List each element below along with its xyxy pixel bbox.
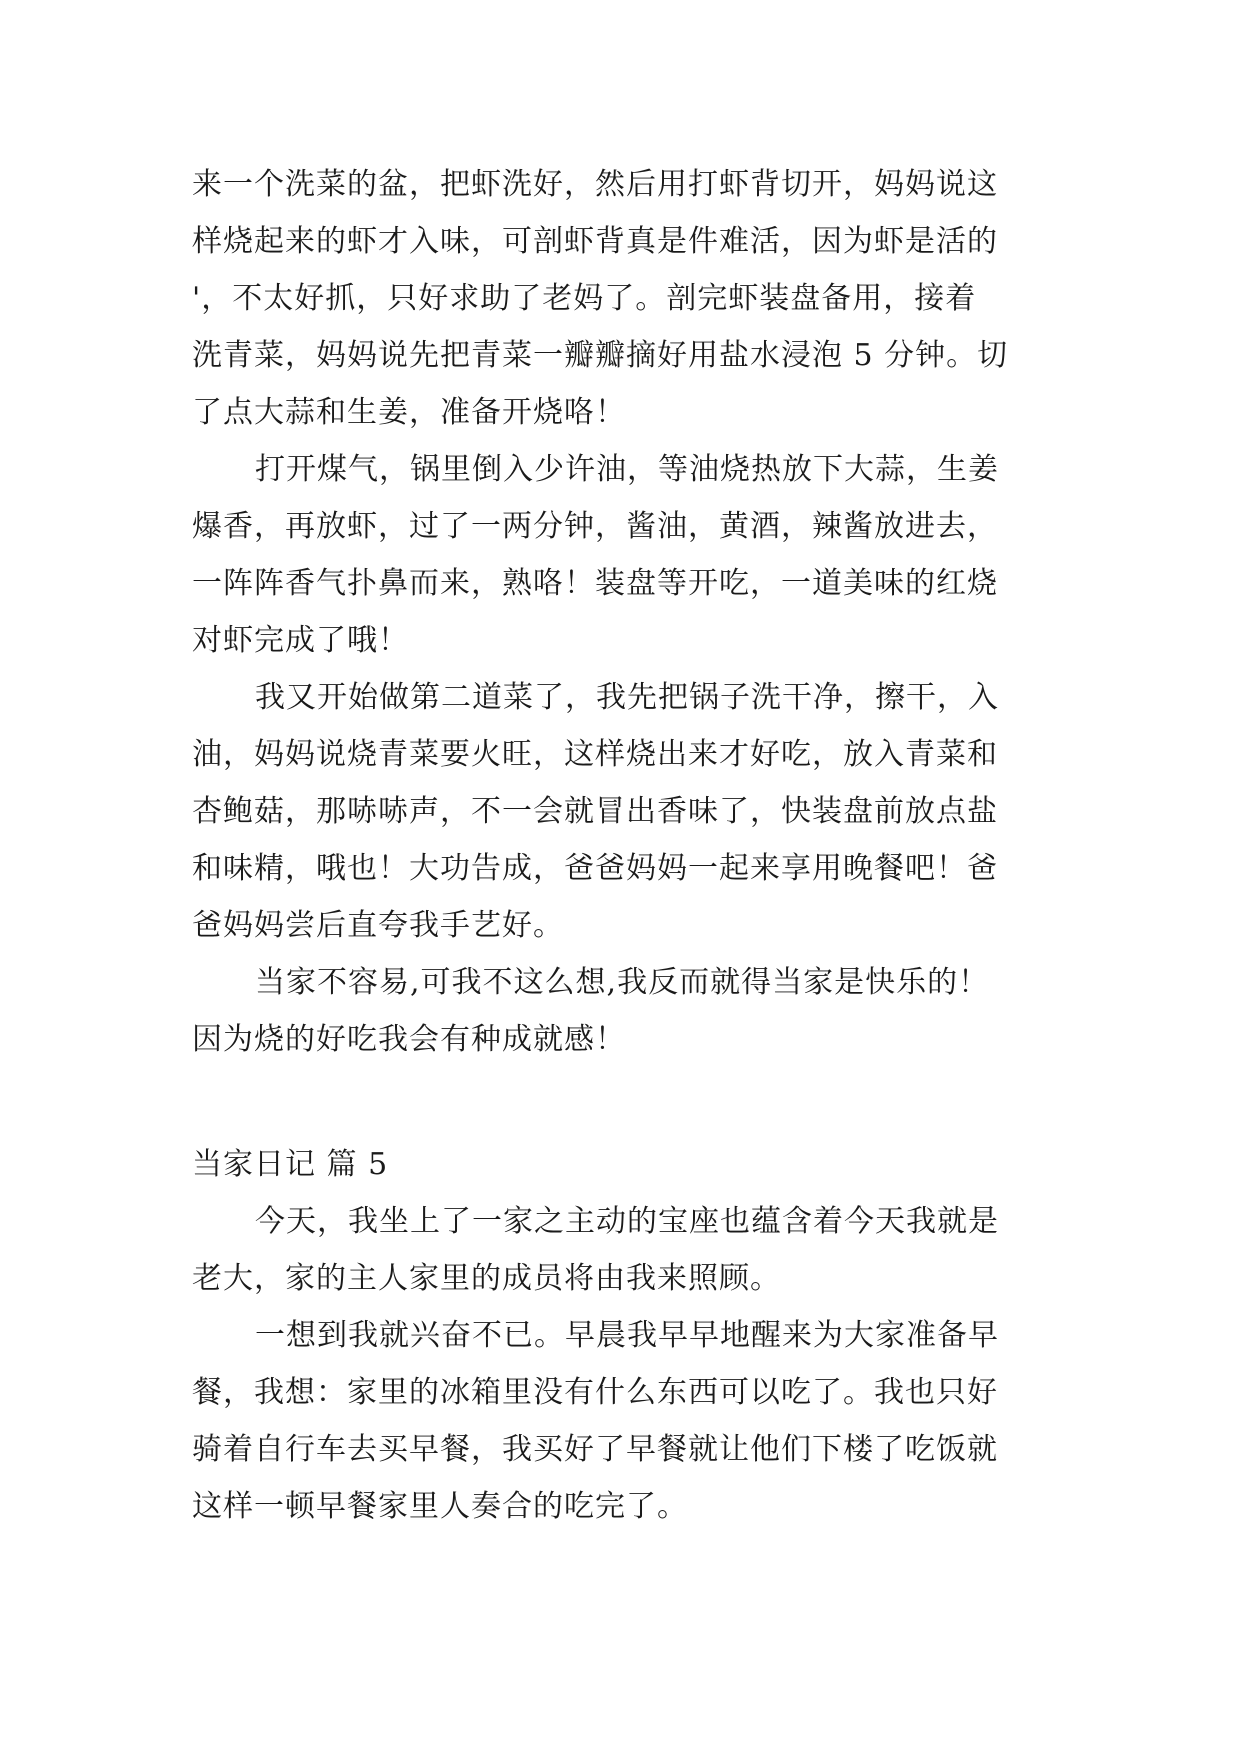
text-line: 杏鲍菇，那哧哧声，不一会就冒出香味了，快装盘前放点盐 bbox=[192, 794, 998, 829]
text-line: 爆香，再放虾，过了一两分钟，酱油，黄酒，辣酱放进去， bbox=[192, 509, 998, 544]
text-line: 餐，我想：家里的冰箱里没有什么东西可以吃了。我也只好 bbox=[192, 1375, 998, 1410]
text-line: 对虾完成了哦！ bbox=[192, 623, 409, 658]
text-line: 样烧起来的虾才入味，可剖虾背真是件难活，因为虾是活的 bbox=[192, 224, 998, 259]
text-line: 来一个洗菜的盆，把虾洗好，然后用打虾背切开，妈妈说这 bbox=[192, 167, 998, 202]
text-line: 一阵阵香气扑鼻而来，熟咯！装盘等开吃，一道美味的红烧 bbox=[192, 566, 998, 601]
text-line: 打开煤气，锅里倒入少许油，等油烧热放下大蒜，生姜 bbox=[255, 452, 999, 487]
text-line: 这样一顿早餐家里人奏合的吃完了。 bbox=[192, 1489, 688, 1524]
text-line: 了点大蒜和生姜，准备开烧咯！ bbox=[192, 395, 626, 430]
text-line: 爸妈妈尝后直夸我手艺好。 bbox=[192, 908, 564, 943]
text-line: 老大，家的主人家里的成员将由我来照顾。 bbox=[192, 1261, 781, 1296]
text-line: 骑着自行车去买早餐，我买好了早餐就让他们下楼了吃饭就 bbox=[192, 1432, 998, 1467]
text-line: 和味精，哦也！大功告成，爸爸妈妈一起来享用晚餐吧！爸 bbox=[192, 851, 998, 886]
text-line: 洗青菜，妈妈说先把青菜一瓣瓣摘好用盐水浸泡 5 分钟。切 bbox=[192, 338, 1009, 373]
text-line: 油，妈妈说烧青菜要火旺，这样烧出来才好吃，放入青菜和 bbox=[192, 737, 998, 772]
text-line: 当家不容易,可我不这么想,我反而就得当家是快乐的！ bbox=[255, 965, 990, 1000]
section-title: 当家日记 篇 5 bbox=[192, 1147, 389, 1182]
text-line: 我又开始做第二道菜了，我先把锅子洗干净，擦干，入 bbox=[255, 680, 999, 715]
text-line: 一想到我就兴奋不已。早晨我早早地醒来为大家准备早 bbox=[255, 1318, 999, 1353]
text-line: 因为烧的好吃我会有种成就感！ bbox=[192, 1022, 626, 1057]
text-line: 今天，我坐上了一家之主动的宝座也蕴含着今天我就是 bbox=[255, 1204, 999, 1239]
text-line: '，不太好抓，只好求助了老妈了。剖完虾装盘备用，接着 bbox=[192, 281, 977, 316]
